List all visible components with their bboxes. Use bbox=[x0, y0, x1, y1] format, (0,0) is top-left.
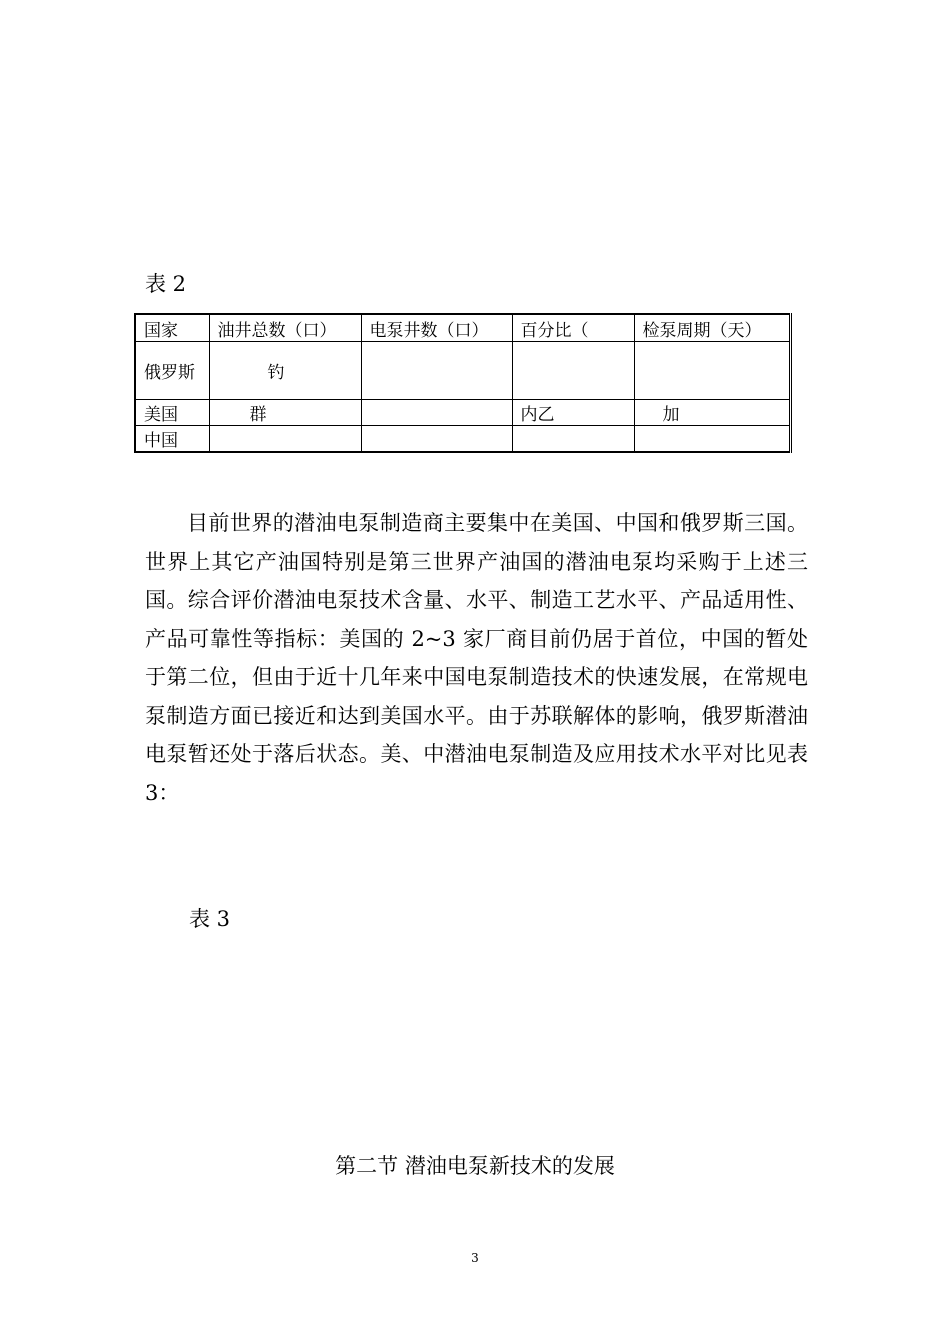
table-cell bbox=[361, 400, 512, 426]
body-paragraph: 目前世界的潜油电泵制造商主要集中在美国、中国和俄罗斯三国。世界上其它产油国特别是第三世界产油国的潜油电泵均采购于上述三国。综合评价潜油电泵技术含量、水平、制造工艺水平、产品适用性、产品可靠性等指标：美国的 2~3 家厂商目前仍居于首位，中国的暂处于第二位，但由于近十几年来中国电泵制造技术的快速发展，在常规电泵制造方面已接近和达到美国水平。由于苏联解体的影响，俄罗斯潜油电泵暂还处于落后状态。美、中潜油电泵制造及应用技术水平对比见表 3： bbox=[145, 511, 808, 805]
header-cell-pump-cycle: 检泵周期（天） bbox=[634, 314, 790, 342]
table-3-caption: 表 3 bbox=[189, 907, 231, 931]
table-cell: 钓 bbox=[209, 342, 361, 400]
page-number: 3 bbox=[471, 1251, 479, 1265]
table-cell bbox=[512, 426, 634, 453]
table-cell bbox=[209, 426, 361, 453]
table-cell: 内乙 bbox=[512, 400, 634, 426]
table-cell: 俄罗斯 bbox=[135, 342, 209, 400]
table-header-row bbox=[135, 314, 790, 342]
table-cell: 美国 bbox=[135, 400, 209, 426]
table-cell bbox=[512, 342, 634, 400]
table-cell bbox=[634, 342, 790, 400]
header-cell-total-wells: 油井总数（口） bbox=[209, 314, 361, 342]
table-row bbox=[135, 342, 790, 400]
table-cell bbox=[361, 426, 512, 453]
table-cell: 群 bbox=[209, 400, 361, 426]
section-title: 第二节 潜油电泵新技术的发展 bbox=[335, 1154, 615, 1178]
table-row bbox=[135, 426, 790, 453]
table-2-caption: 表 2 bbox=[145, 272, 187, 296]
header-cell-pump-wells: 电泵井数（口） bbox=[361, 314, 512, 342]
table-2 bbox=[134, 313, 792, 453]
table-cell: 加 bbox=[634, 400, 790, 426]
header-cell-country: 国家 bbox=[135, 314, 209, 342]
table-cell bbox=[634, 426, 790, 453]
header-cell-percentage: 百分比（ bbox=[512, 314, 634, 342]
table-row bbox=[135, 400, 790, 426]
table-cell: 中国 bbox=[135, 426, 209, 453]
table-cell bbox=[361, 342, 512, 400]
